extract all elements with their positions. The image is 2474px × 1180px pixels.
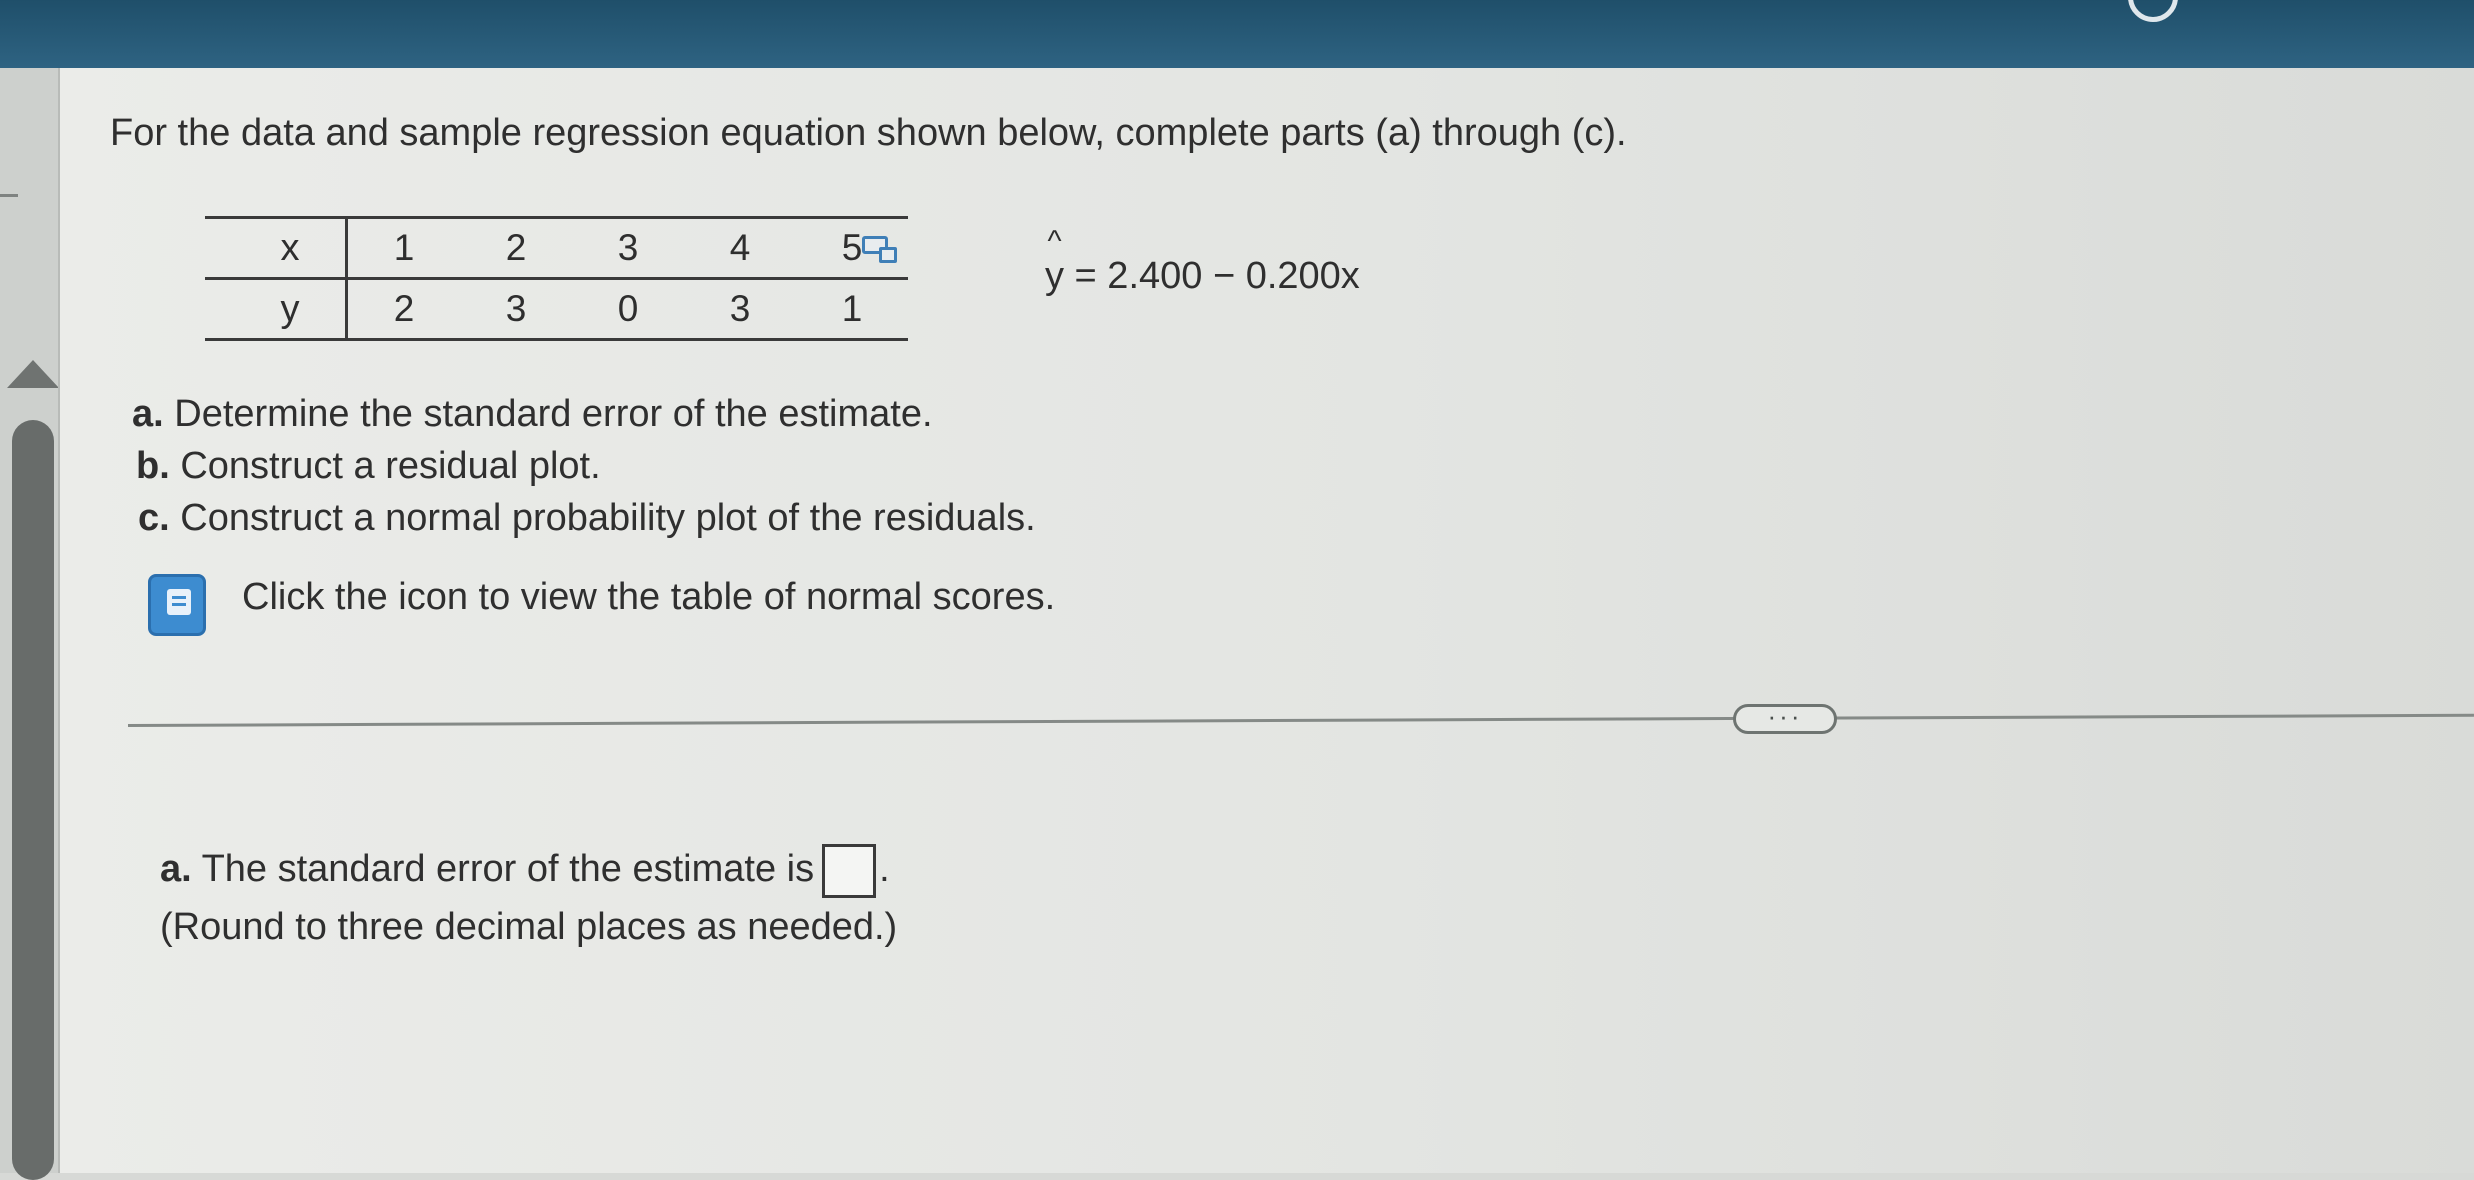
table-row-y [205, 279, 908, 340]
x-value: 5 [841, 227, 863, 268]
x-value: 4 [729, 227, 751, 268]
answer-letter: a. [160, 848, 192, 890]
normal-scores-link-text: Click the icon to view the table of normal scores. [242, 576, 1056, 618]
copy-data-icon[interactable] [862, 236, 888, 254]
part-letter: b. [136, 445, 170, 487]
answer-prompt: The standard error of the estimate is [191, 848, 815, 890]
left-scroll-rail [0, 68, 58, 1173]
x-value: 2 [505, 227, 527, 268]
part-letter: a. [132, 393, 164, 435]
table-row-x [205, 218, 908, 279]
hat-symbol: ^ [1047, 225, 1062, 258]
x-header: x [205, 218, 347, 279]
rail-marker [0, 194, 18, 197]
answer-line [160, 840, 897, 898]
question-title: For the data and sample regression equation shown below, complete parts (a) through (c). [110, 112, 1627, 154]
part-letter: c. [138, 497, 170, 539]
regression-equation [1045, 225, 1360, 298]
question-parts [132, 388, 1036, 544]
part-text: Construct a residual plot. [169, 445, 601, 487]
y-value: 3 [729, 288, 751, 329]
more-options-button[interactable]: ··· [1733, 704, 1837, 734]
y-value: 0 [617, 288, 639, 329]
y-symbol: y [1045, 255, 1064, 297]
part-text: Determine the standard error of the estimate. [163, 393, 933, 435]
y-hat-symbol [1045, 225, 1064, 298]
rounding-note: (Round to three decimal places as needed.) [160, 906, 898, 948]
y-value: 3 [505, 288, 527, 329]
part-b [132, 440, 1036, 492]
book-icon[interactable] [148, 574, 206, 636]
y-header: y [205, 279, 347, 340]
equation-rhs: = 2.400 − 0.200x [1064, 255, 1360, 297]
scroll-up-arrow-icon[interactable] [7, 360, 59, 388]
part-a [132, 388, 1036, 440]
book-page [167, 589, 191, 615]
top-header-bar [0, 0, 2474, 68]
standard-error-input[interactable] [822, 844, 876, 898]
part-text: Construct a normal probability plot of the residuals. [169, 497, 1036, 539]
answer-period: . [879, 848, 890, 890]
part-c [132, 492, 1036, 544]
answer-section [160, 840, 897, 956]
x-value: 3 [617, 227, 639, 268]
y-value: 2 [393, 288, 415, 329]
data-table [205, 216, 908, 341]
y-value: 1 [841, 288, 863, 329]
x-value: 1 [393, 227, 415, 268]
scrollbar-thumb[interactable] [12, 420, 54, 1180]
status-circle-icon[interactable] [2128, 0, 2178, 22]
